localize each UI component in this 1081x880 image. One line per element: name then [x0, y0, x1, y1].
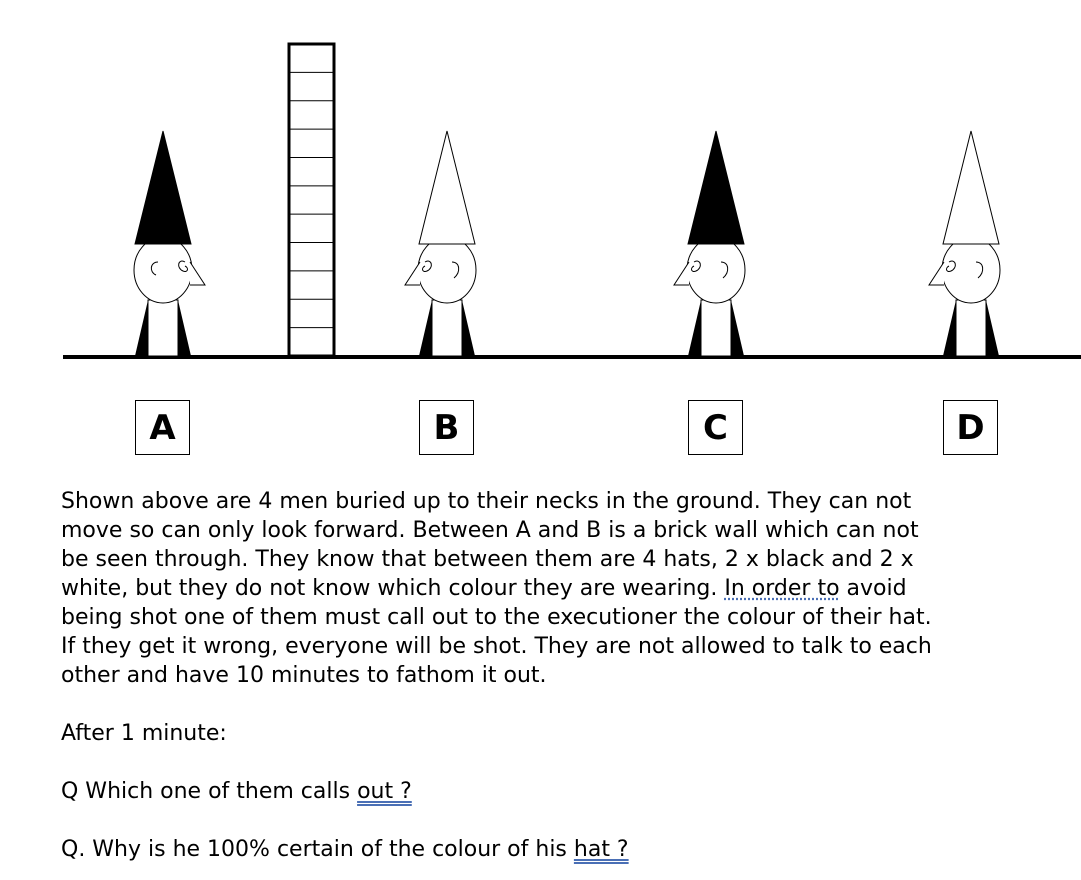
man-a-head [134, 237, 192, 303]
question-1-end: out ? [357, 779, 412, 804]
man-b-hat-white [419, 131, 475, 244]
man-a-hat-black [135, 131, 191, 244]
man-d-hat-white [943, 131, 999, 244]
man-d-neck [956, 300, 986, 356]
man-b [405, 131, 476, 356]
label-d: D [943, 400, 998, 455]
man-b-nose [405, 262, 420, 285]
label-c: C [688, 400, 743, 455]
man-c-head [687, 237, 745, 303]
question-1-text: Q Which one of them calls [61, 779, 358, 804]
man-d-nose [929, 262, 944, 285]
question-2-end: hat ? [573, 837, 629, 862]
brick-wall [289, 44, 334, 356]
story-text-2: avoid being shot one of them must call out to the executioner the colour of their hat. If they get it wrong, everyone will be shot. They are not allowed to talk to each other and have 10 minutes to fathom it out. [61, 576, 932, 688]
story-text-1: Shown above are 4 men buried up to their necks in the ground. They can not move so can only look forward. Between A and B is a brick wall which can not be seen through. They know that between them are 4 hats, 2 x black and 2 x white, but they do not know which colour they are wearing. [61, 489, 919, 601]
question-2-text: Q. Why is he 100% certain of the colour of his [61, 837, 574, 862]
man-c-neck [701, 300, 731, 356]
man-b-head [418, 237, 476, 303]
label-b: B [419, 400, 474, 455]
puzzle-scene [0, 0, 1081, 400]
man-a [134, 131, 205, 356]
story-paragraph [61, 487, 941, 690]
after-one-minute: After 1 minute: [61, 721, 227, 746]
man-c-hat-black [688, 131, 744, 244]
label-a: A [135, 400, 190, 455]
man-c [674, 131, 745, 356]
question-1 [61, 777, 412, 806]
question-2 [61, 835, 629, 864]
man-a-neck [148, 300, 178, 356]
man-d-head [942, 237, 1000, 303]
man-a-nose [190, 262, 205, 285]
man-b-neck [432, 300, 462, 356]
man-d [929, 131, 1000, 356]
man-c-nose [674, 262, 689, 285]
story-text-in-order-to: In order to [724, 576, 840, 601]
